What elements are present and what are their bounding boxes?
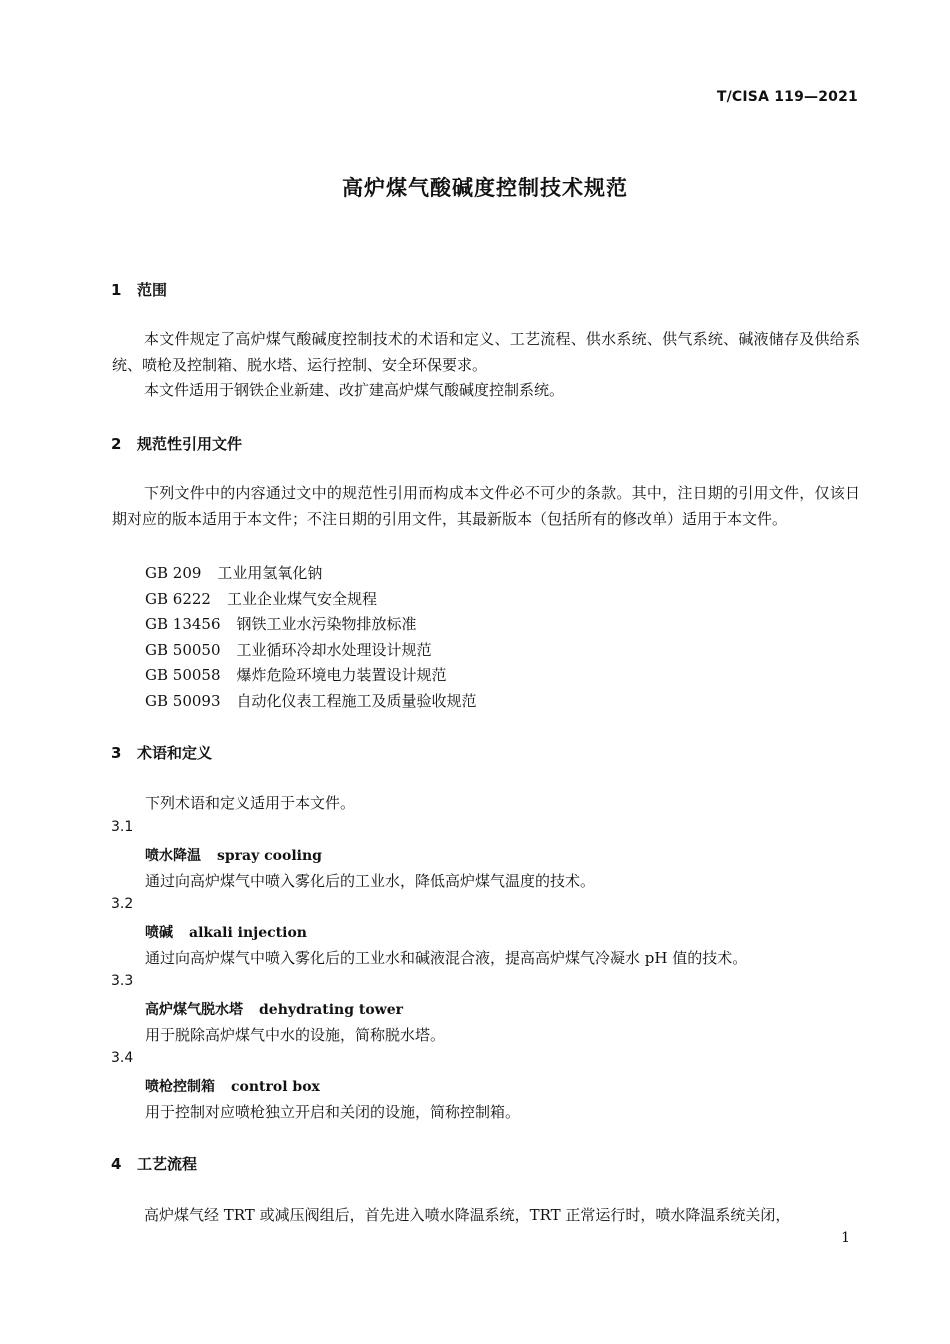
term-number: 3.4 xyxy=(111,1050,134,1066)
term-definition: 用于脱除高炉煤气中水的设施，简称脱水塔。 xyxy=(145,1026,446,1044)
references-paragraph: 下列文件中的内容通过文中的规范性引用而构成本文件必不可少的条款。其中，注日期的引用文件，仅该日期对应的版本适用于本文件；不注日期的引用文件，其最新版本（包括所有的修改单）适用于本文件。 xyxy=(112,484,860,528)
section-heading-process-flow xyxy=(111,1153,197,1174)
term-definition: 通过向高炉煤气中喷入雾化后的工业水，降低高炉煤气温度的技术。 xyxy=(145,872,596,890)
term-number: 3.1 xyxy=(111,819,134,835)
reference-item xyxy=(145,664,447,685)
section-heading-terms xyxy=(111,742,212,763)
reference-name: 爆炸危险环境电力装置设计规范 xyxy=(236,666,447,684)
section-title: 术语和定义 xyxy=(137,744,213,762)
process-paragraph: 高炉煤气经 TRT 或减压阀组后，首先进入喷水降温系统，TRT 正常运行时，喷水降温系统关闭， xyxy=(144,1206,791,1224)
scope-paragraph-2: 本文件适用于钢铁企业新建、改扩建高炉煤气酸碱度控制系统。 xyxy=(144,381,565,399)
document-title: 高炉煤气酸碱度控制技术规范 xyxy=(342,176,628,200)
reference-item xyxy=(145,562,322,583)
section-number: 3 xyxy=(111,744,122,762)
reference-code: GB 209 xyxy=(145,564,202,582)
reference-item xyxy=(145,639,432,660)
reference-name: 工业循环冷却水处理设计规范 xyxy=(236,641,432,659)
standard-code: T/CISA 119—2021 xyxy=(716,89,858,105)
reference-code: GB 50093 xyxy=(145,692,221,710)
reference-code: GB 6222 xyxy=(145,590,211,608)
section-heading-normative-references xyxy=(111,433,242,454)
reference-item xyxy=(145,690,477,711)
term-entry xyxy=(145,845,322,865)
terms-intro: 下列术语和定义适用于本文件。 xyxy=(145,794,356,812)
reference-name: 自动化仪表工程施工及质量验收规范 xyxy=(236,692,477,710)
reference-item xyxy=(145,613,417,634)
page-number: 1 xyxy=(841,1230,850,1246)
term-english: spray cooling xyxy=(217,848,322,864)
term-entry xyxy=(145,999,403,1019)
term-english: dehydrating tower xyxy=(259,1002,404,1018)
reference-item xyxy=(145,588,377,609)
term-entry xyxy=(145,922,307,942)
reference-name: 工业企业煤气安全规程 xyxy=(226,590,377,608)
section-title: 范围 xyxy=(137,281,168,299)
reference-code: GB 50050 xyxy=(145,641,221,659)
reference-name: 工业用氢氧化钠 xyxy=(217,564,323,582)
reference-name: 钢铁工业水污染物排放标准 xyxy=(236,615,417,633)
term-chinese: 喷枪控制箱 xyxy=(145,1079,215,1095)
section-number: 2 xyxy=(111,435,122,453)
term-number: 3.2 xyxy=(111,896,134,912)
term-number: 3.3 xyxy=(111,973,134,989)
term-definition: 用于控制对应喷枪独立开启和关闭的设施，简称控制箱。 xyxy=(145,1103,521,1121)
reference-code: GB 13456 xyxy=(145,615,221,633)
term-chinese: 喷水降温 xyxy=(145,848,201,864)
section-heading-scope xyxy=(111,279,167,300)
term-chinese: 高炉煤气脱水塔 xyxy=(145,1002,243,1018)
term-definition: 通过向高炉煤气中喷入雾化后的工业水和碱液混合液，提高高炉煤气冷凝水 pH 值的技术。 xyxy=(145,949,748,967)
section-number: 1 xyxy=(111,281,122,299)
term-english: control box xyxy=(231,1079,320,1095)
scope-paragraph-1: 本文件规定了高炉煤气酸碱度控制技术的术语和定义、工艺流程、供水系统、供气系统、碱液储存及供给系统、喷枪及控制箱、脱水塔、运行控制、安全环保要求。 xyxy=(112,330,860,374)
term-chinese: 喷碱 xyxy=(145,925,173,941)
section-number: 4 xyxy=(111,1155,122,1173)
reference-code: GB 50058 xyxy=(145,666,221,684)
term-entry xyxy=(145,1076,320,1096)
term-english: alkali injection xyxy=(189,925,307,941)
section-title: 规范性引用文件 xyxy=(137,435,243,453)
section-title: 工艺流程 xyxy=(137,1155,198,1173)
